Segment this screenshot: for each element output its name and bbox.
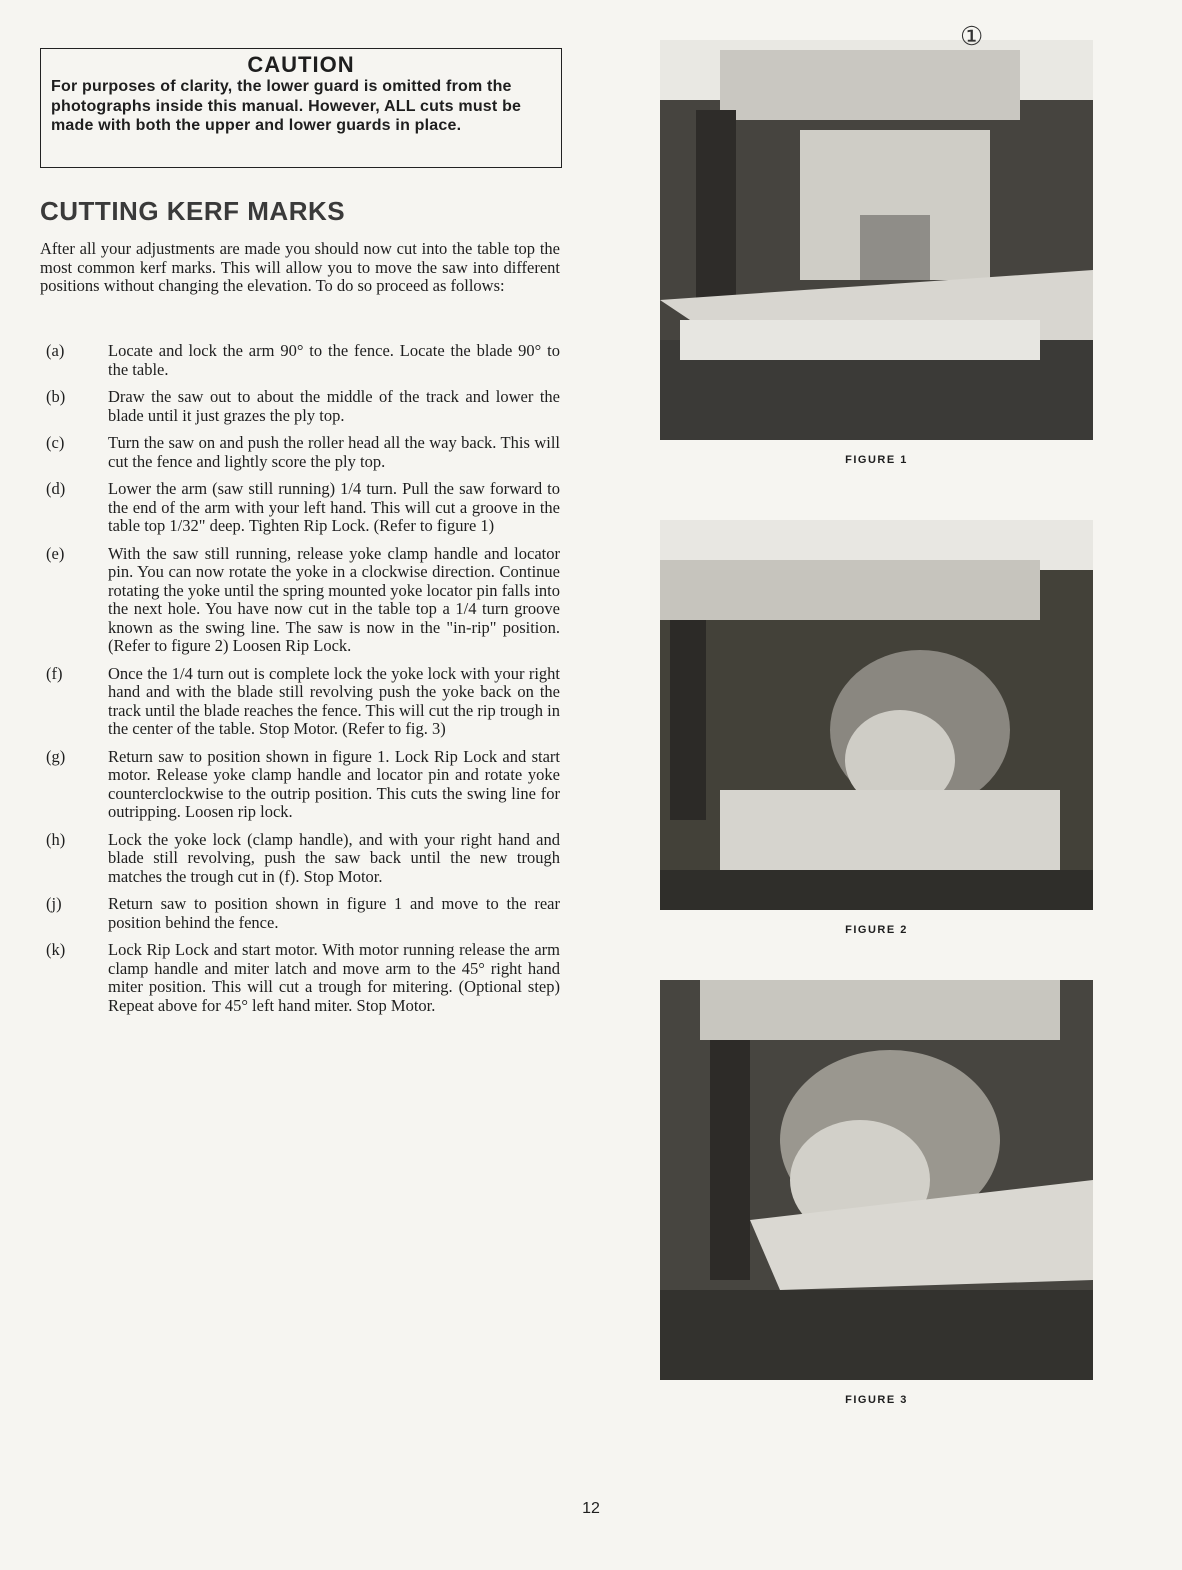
- caution-title: CAUTION: [247, 52, 355, 77]
- figure-3-photo: [660, 980, 1093, 1380]
- page-number: 12: [582, 1500, 600, 1517]
- step-h: [40, 831, 560, 887]
- section-title: CUTTING KERF MARKS: [40, 196, 346, 226]
- caution-box: [40, 48, 562, 168]
- step-label: (e): [46, 543, 65, 563]
- step-label: (g): [46, 746, 66, 766]
- caution-text: For purposes of clarity, the lower guard is omitted from the photographs inside this manual. However, ALL cuts must be made with both the upper and lower guards in place.: [51, 78, 522, 134]
- figure-2-photo: [660, 520, 1093, 910]
- radial-saw-photo-1: [660, 40, 1093, 440]
- step-b: [40, 388, 560, 425]
- step-label: (h): [46, 829, 66, 849]
- step-text: Return saw to position shown in figure 1 and move to the rear position behind the fence.: [108, 894, 560, 932]
- figure-2-caption: FIGURE 2: [845, 924, 908, 936]
- step-text: Draw the saw out to about the middle of the track and lower the blade until it just grazes the ply top.: [108, 387, 560, 425]
- step-text: Lower the arm (saw still running) 1/4 turn. Pull the saw forward to the end of the arm with your left hand. This will cut a groove in the table top 1/32" deep. Tighten Rip Lock. (Refer to figure 1): [108, 479, 560, 535]
- step-e: [40, 545, 560, 656]
- figure-3: [660, 980, 1093, 1406]
- step-label: (d): [46, 479, 66, 498]
- step-g: [40, 748, 560, 822]
- corner-mark: ①: [960, 22, 984, 52]
- step-text: Return saw to position shown in figure 1. Lock Rip Lock and start motor. Release yoke clamp handle and locator pin and rotate yoke counterclockwise to the outrip position. This cuts the swing line for outripping. Loosen rip lock.: [108, 746, 560, 821]
- step-text: Once the 1/4 turn out is complete lock the yoke lock with your right hand and with the blade still revolving push the yoke back on the track until the blade reaches the fence. This will cut the rip trough in the center of the table. Stop Motor. (Refer to fig. 3): [108, 663, 560, 738]
- step-text: Turn the saw on and push the roller head all the way back. This will cut the fence and lightly score the ply top.: [108, 433, 560, 471]
- step-label: (f): [46, 663, 63, 683]
- step-k: [40, 941, 560, 1015]
- figure-1-caption: FIGURE 1: [845, 454, 908, 466]
- step-a: [40, 342, 560, 379]
- step-label: (b): [46, 387, 66, 406]
- step-j: [40, 895, 560, 932]
- step-label: (j): [46, 894, 62, 913]
- figure-2: [660, 520, 1093, 936]
- step-c: [40, 434, 560, 471]
- step-label: (a): [46, 341, 65, 360]
- steps-list: [40, 342, 560, 1024]
- step-text: Lock Rip Lock and start motor. With motor running release the arm clamp handle and miter latch and move arm to the 45° right hand miter position. This will cut a trough for mitering. (Optional step) Repeat above for 45° left hand miter. Stop Motor.: [108, 940, 560, 1015]
- figure-1-photo: [660, 40, 1093, 440]
- figure-3-caption: FIGURE 3: [845, 1394, 908, 1406]
- step-f: [40, 665, 560, 739]
- step-text: Locate and lock the arm 90° to the fence. Locate the blade 90° to the table.: [108, 341, 560, 379]
- radial-saw-photo-2: [660, 520, 1093, 910]
- figure-1: [660, 40, 1093, 466]
- intro-paragraph: After all your adjustments are made you should now cut into the table top the most common kerf marks. This will allow you to move the saw into different positions without changing the elevation. To do so proceed as follows:: [40, 239, 560, 295]
- step-label: (k): [46, 940, 66, 959]
- radial-saw-photo-3: [660, 980, 1093, 1380]
- step-text: Lock the yoke lock (clamp handle), and with your right hand and blade still revolving, push the saw back until the new trough matches the trough cut in (f). Stop Motor.: [108, 829, 560, 886]
- step-label: (c): [46, 433, 65, 452]
- step-d: [40, 480, 560, 536]
- step-text: With the saw still running, release yoke clamp handle and locator pin. You can now rotate the yoke in a clockwise direction. Continue rotating the yoke until the spring mounted yoke locator pin falls into the next hole. You have now cut in the table top a 1/4 turn groove known as the swing line. The saw is now in the "in-rip" position. (Refer to figure 2) Loosen Rip Lock.: [108, 543, 560, 655]
